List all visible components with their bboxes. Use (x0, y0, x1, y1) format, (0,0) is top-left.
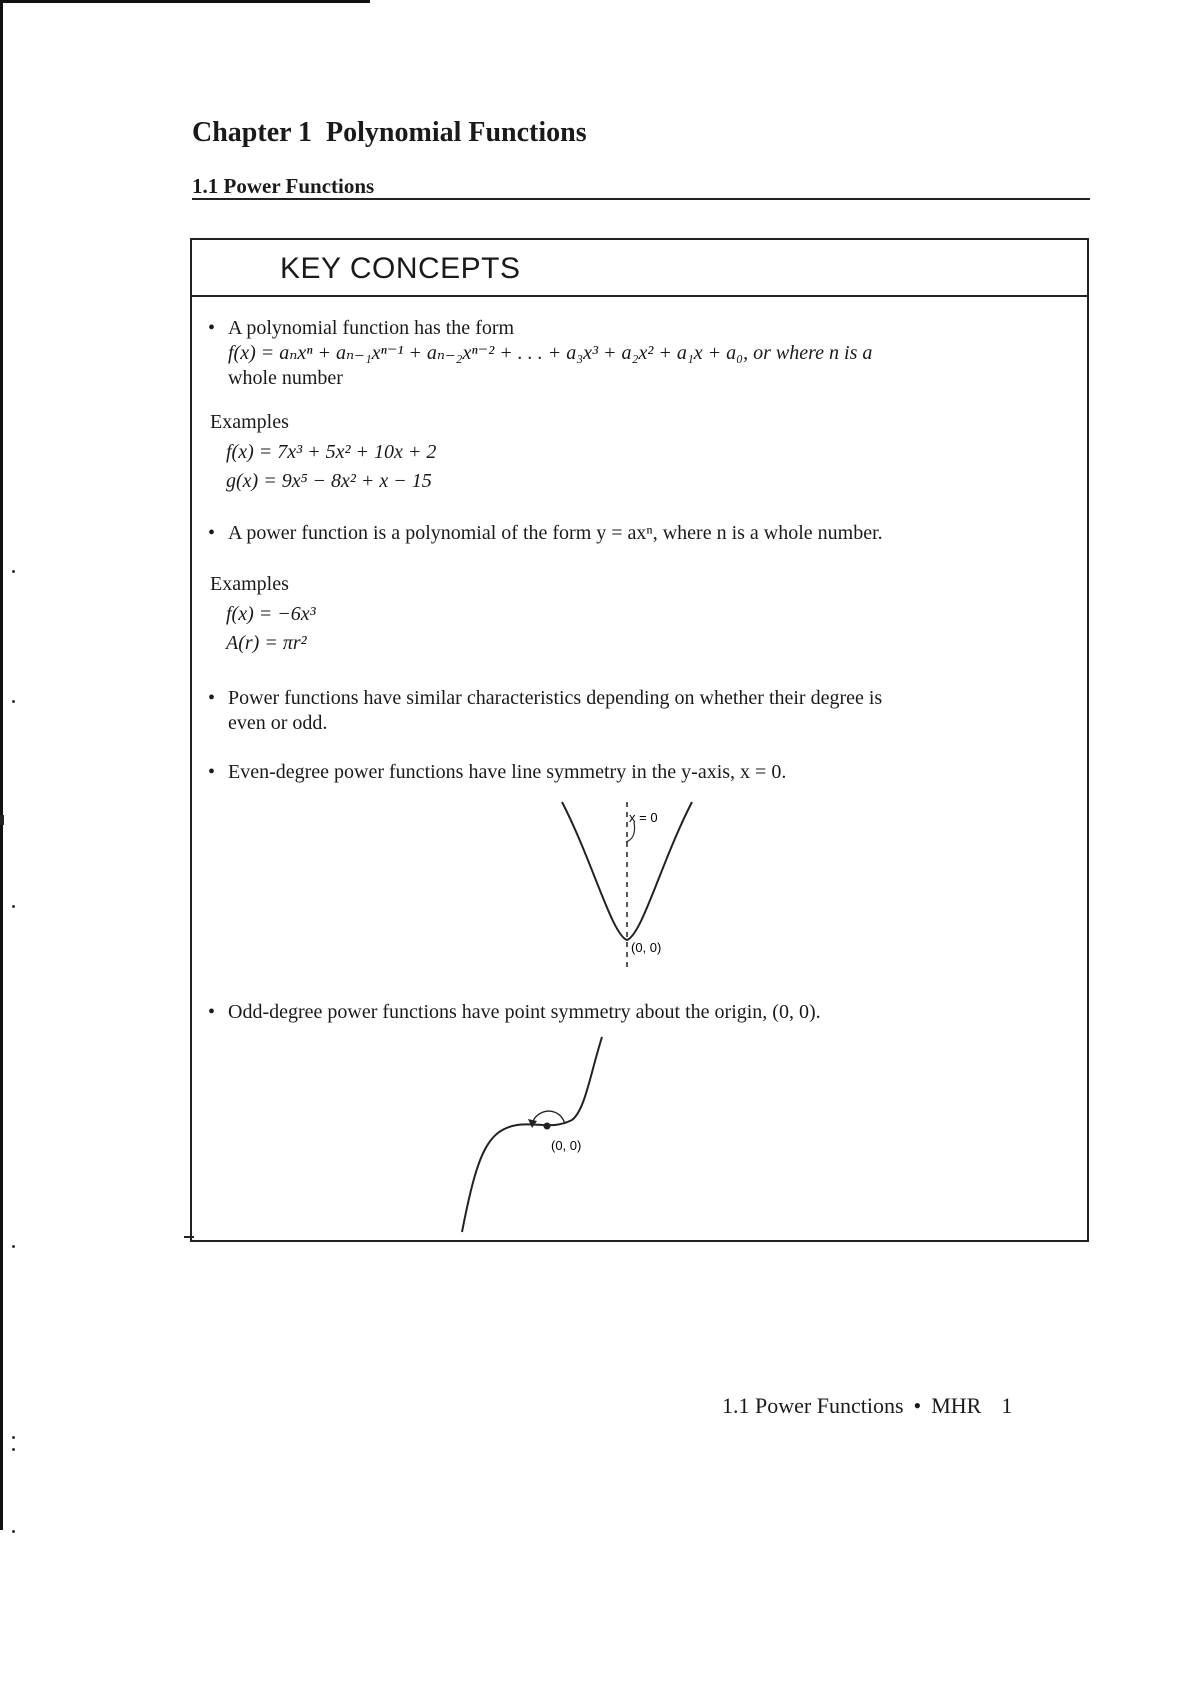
footer-section: 1.1 Power Functions (722, 1393, 904, 1418)
section-rule (192, 198, 1090, 200)
concept-odd-degree-symmetry (208, 1000, 1068, 1025)
concept-even-degree-symmetry (208, 760, 1068, 785)
example-line: g(x) = 9x⁵ − 8x² + x − 15 (226, 470, 432, 492)
bullet: • (208, 522, 216, 544)
section-title: 1.1 Power Functions (192, 174, 375, 198)
bullet: • (208, 761, 216, 783)
concept-degree-characteristics (208, 686, 1068, 736)
scan-dot (12, 1436, 15, 1439)
polynomial-general-form: f(x) = aₙxⁿ + aₙ₋₁xⁿ⁻¹ + aₙ₋₂xⁿ⁻² + . . . + a₃x³ + a₂x² + a₁x + a₀, or where n is a (228, 342, 873, 364)
chapter-label: Chapter 1 (192, 117, 313, 148)
bullet: • (208, 687, 216, 709)
bullet: • (208, 1001, 216, 1023)
odd-degree-graph (457, 1035, 627, 1235)
key-concepts-box (190, 238, 1089, 1242)
axis-label: x = 0 (629, 810, 658, 825)
concept-polynomial-definition (208, 316, 1068, 391)
even-degree-graph (552, 800, 712, 970)
scan-dot (12, 1530, 15, 1533)
example-line: A(r) = πr² (226, 632, 307, 654)
origin-label: (0, 0) (551, 1138, 582, 1153)
vertex-label: (0, 0) (631, 940, 662, 955)
scan-left-edge (0, 0, 3, 1530)
scan-dot (12, 1448, 15, 1451)
example-line: f(x) = −6x³ (226, 603, 316, 625)
chapter-name: Polynomial Functions (326, 117, 587, 148)
origin-point (544, 1123, 551, 1130)
concept-text: A power function is a polynomial of the form y = axⁿ, where n is a whole number. (228, 522, 883, 544)
examples-label: Examples (210, 411, 289, 433)
rotation-arrow (533, 1111, 565, 1125)
concept-text: Power functions have similar characteristics depending on whether their degree is (228, 687, 883, 709)
concept-power-function-definition (208, 521, 1068, 546)
page-footer (722, 1393, 1012, 1419)
concept-text: Even-degree power functions have line symmetry in the y-axis, x = 0. (228, 761, 787, 783)
scan-dot (12, 1245, 15, 1248)
scan-dot (12, 700, 15, 703)
footer-separator: • (913, 1393, 922, 1418)
concept-text: A polynomial function has the form (228, 317, 515, 339)
concept-text: Odd-degree power functions have point symmetry about the origin, (0, 0). (228, 1001, 821, 1023)
scan-dot (12, 570, 15, 573)
bullet: • (208, 317, 216, 339)
key-concepts-header (192, 240, 1087, 297)
concept-continuation: whole number (228, 367, 343, 389)
page-number: 1 (1001, 1393, 1013, 1418)
example-line: f(x) = 7x³ + 5x² + 10x + 2 (226, 441, 437, 463)
examples-label: Examples (210, 573, 289, 595)
scan-top-edge (0, 0, 370, 3)
key-concepts-title: KEY CONCEPTS (280, 252, 521, 285)
cubic-curve (462, 1037, 602, 1232)
footer-publisher: MHR (931, 1393, 982, 1418)
scan-tick (0, 815, 4, 825)
chapter-title (192, 117, 587, 149)
concept-continuation: even or odd. (228, 712, 328, 734)
scan-dot (12, 905, 15, 908)
